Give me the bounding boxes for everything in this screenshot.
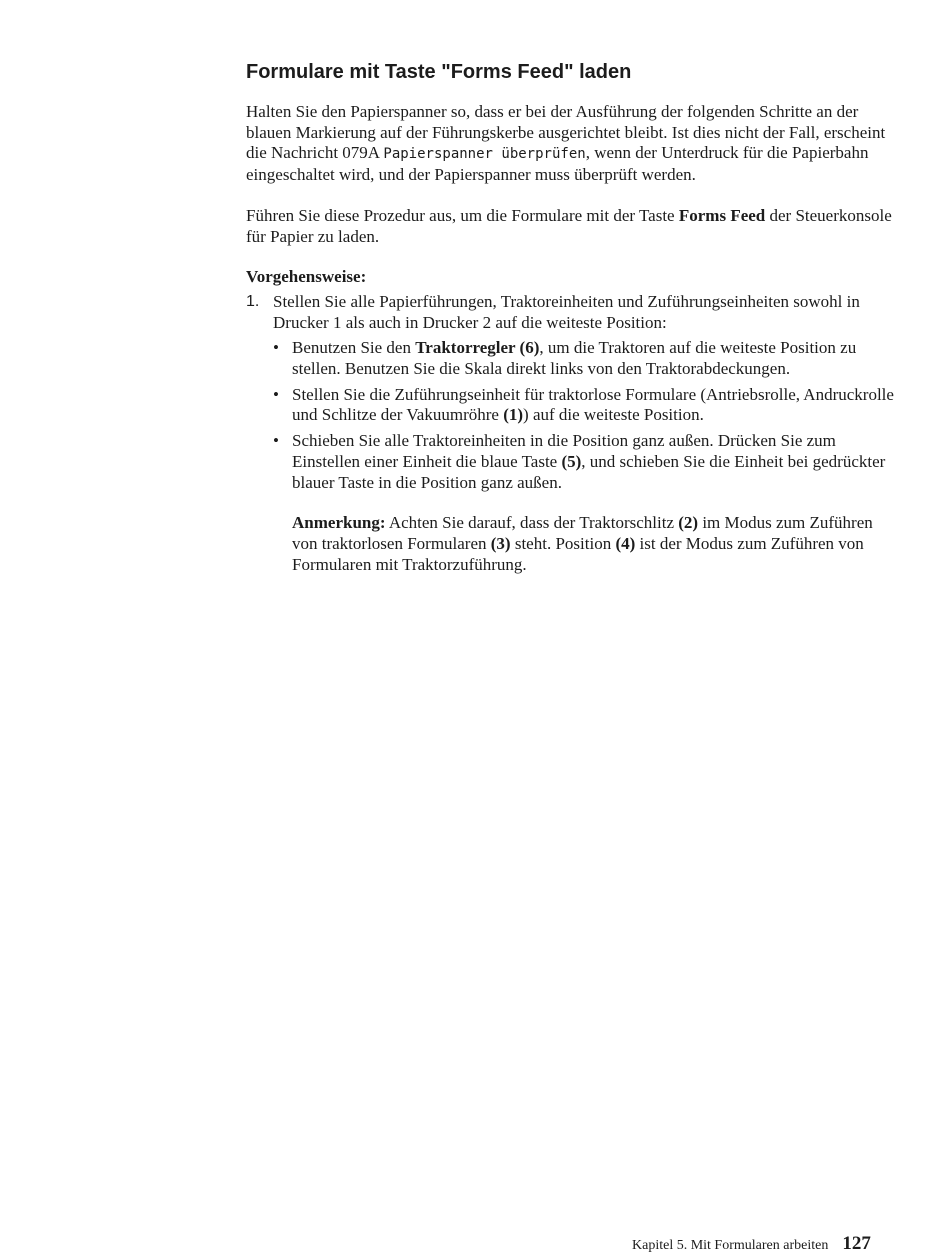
note-ref-2: (2) (678, 513, 699, 533)
bullet-item-feed-unit (273, 385, 896, 426)
bullet-1-bold: Traktorregler (6) (415, 338, 540, 358)
procedure-intro-paragraph (246, 206, 896, 247)
page-title: Formulare mit Taste "Forms Feed" laden (246, 61, 632, 83)
footer-page-number: 127 (842, 1233, 871, 1254)
step-1-bullet-list (273, 338, 896, 575)
forms-feed-key-label: Forms Feed (678, 205, 766, 225)
bullet-item-tractor-regulator (273, 338, 896, 379)
note-label: Anmerkung: (292, 513, 386, 533)
bullet-dot-icon: • (273, 384, 279, 404)
step-1-text: Stellen Sie alle Papierführungen, Traktoreinheiten und Zuführungseinheiten sowohl in Drucker 1 als auch in Drucker 2 auf die weiteste Position: (273, 291, 860, 332)
note-text-d: ist der Modus zum Zuführen von Formularen mit Traktorzuführung. (292, 533, 864, 574)
bullet-dot-icon: • (273, 431, 279, 451)
procedure-intro-text-b: der Steuerkonsole für Papier zu laden. (246, 205, 892, 246)
bullet-3-text-b: , und schieben Sie die Einheit bei gedrückter blauer Taste in die Position ganz außen. (292, 451, 886, 492)
note-text-b: im Modus zum Zuführen von traktorlosen Formularen (292, 513, 873, 553)
footer-chapter-title: Kapitel 5. Mit Formularen arbeiten (632, 1238, 829, 1253)
procedure-heading: Vorgehensweise: (246, 267, 367, 287)
message-code: Papierspanner überprüfen (383, 146, 586, 163)
bullet-3-text-a: Schieben Sie alle Traktoreinheiten in die Position ganz außen. Drücken Sie zum Einstellen einer Einheit die blaue Taste (292, 431, 836, 471)
intro-paragraph (246, 102, 896, 186)
page-footer (632, 1233, 894, 1257)
bullet-1-text-b: , um die Traktoren auf die weiteste Position zu stellen. Benutzen Sie die Skala direkt links von den Traktorabdeckungen. (292, 338, 857, 379)
intro-text-a: Halten Sie den Papierspanner so, dass er bei der Ausführung der folgenden Schritte an der blauen Markierung auf der Führungskerbe ausgerichtet bleibt. Ist dies nicht der Fall, erscheint die Nachricht 079A (246, 102, 886, 163)
bullet-2-bold: (1) (503, 405, 524, 425)
page-content (246, 58, 896, 580)
bullet-3-bold: (5) (561, 451, 582, 471)
step-1-number: 1. (246, 292, 260, 310)
bullet-2-text-a: Stellen Sie die Zuführungseinheit für traktorlose Formulare (Antriebsrolle, Andruckrolle und Schlitze der Vakuumröhre (292, 384, 894, 425)
step-1 (246, 292, 896, 575)
intro-text-b: , wenn der Unterdruck für die Papierbahn eingeschaltet wird, und der Papierspanner muss überprüft werden. (246, 143, 869, 185)
note-ref-4: (4) (615, 533, 636, 553)
note-text-c: steht. Position (510, 533, 616, 553)
procedure-intro-text-a: Führen Sie diese Prozedur aus, um die Formulare mit der Taste (246, 205, 679, 225)
bullet-dot-icon: • (273, 338, 279, 358)
bullet-2-text-b: ) auf die weiteste Position. (523, 405, 704, 425)
bullet-1-text-a: Benutzen Sie den (292, 338, 416, 358)
bullet-item-tractor-units (273, 431, 896, 575)
note-block (292, 513, 896, 575)
note-text-a: Achten Sie darauf, dass der Traktorschlitz (385, 513, 679, 533)
note-ref-3: (3) (490, 533, 511, 553)
